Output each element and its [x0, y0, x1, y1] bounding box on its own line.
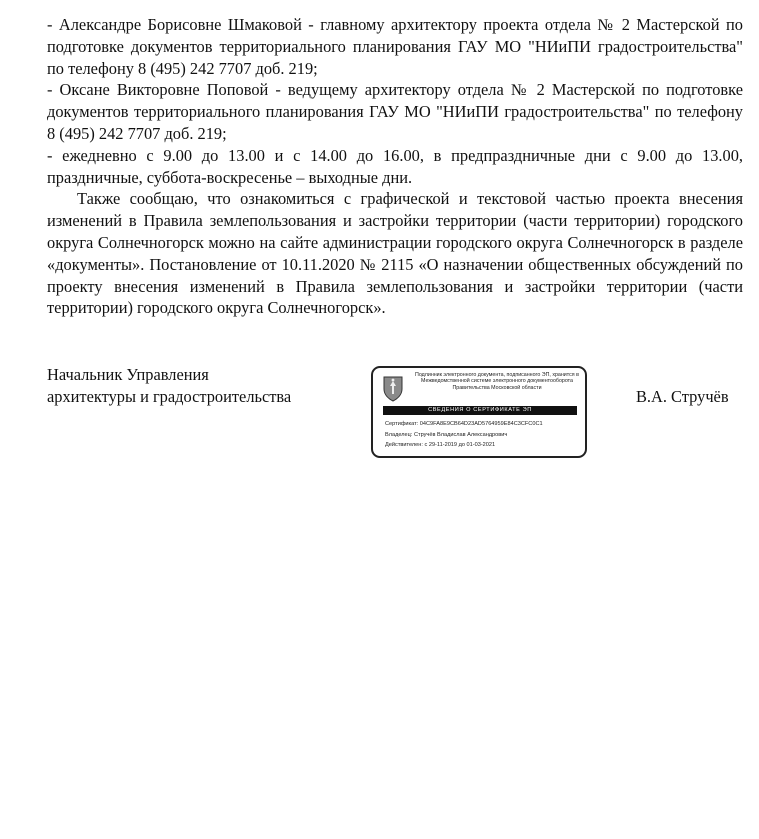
working-hours-item: - ежедневно с 9.00 до 13.00 и с 14.00 до 16.00, в предпраздничные дни с 9.00 до 13.00, праздничные, суббота-воскресенье – выходные дни. — [47, 145, 743, 187]
signatory-position-line1: Начальник Управления — [47, 365, 209, 384]
signatory-name: В.А. Стручёв — [636, 387, 729, 406]
certificate-details — [385, 419, 585, 451]
document-body — [47, 14, 743, 319]
notice-paragraph: Также сообщаю, что ознакомиться с графической и текстовой частью проекта внесения изменений в Правила землепользования и застройки территории (части территории) городского округа Солнечногорск можно на сайте администрации городского округа Солнечногорск в разделе «документы». Постановление от 10.11.2020 № 2115 «О назначении общественных обсуждений по проекту внесения изменений в Правила землепользования и застройки территории (части территории) городского округа Солнечногорск». — [47, 189, 743, 318]
moscow-oblast-coat-of-arms-icon — [381, 374, 405, 402]
certificate-owner: Владелец: Стручёв Владислав Александрович — [385, 431, 508, 438]
signatory-position-line2: архитектуры и градостроительства — [47, 387, 292, 406]
contact-item-shmakova: - Александре Борисовне Шмаковой - главному архитектору проекта отдела № 2 Мастерской по подготовке документов территориального планирования ГАУ МО "НИиПИ градостроительства" по телефону 8 (495) 242 7707 доб. 219; — [47, 15, 743, 78]
signatory-position — [47, 364, 291, 408]
stamp-header: СВЕДЕНИЯ О СЕРТИФИКАТЕ ЭП — [383, 406, 577, 415]
electronic-signature-stamp — [371, 366, 587, 458]
certificate-number: Сертификат: 04C9FA8E9CB64D23AD5764959E84C3CFC0C1 — [385, 421, 543, 427]
contact-item-popova: - Оксане Викторовне Поповой - ведущему архитектору отдела № 2 Мастерской по подготовке документов территориального планирования ГАУ МО "НИиПИ градостроительства" по телефону 8 (495) 242 7707 доб. 219; — [47, 80, 743, 143]
certificate-validity: Действителен: с 29-11-2019 до 01-03-2021 — [385, 442, 496, 449]
stamp-note: Подлинник электронного документа, подписанного ЭП, хранится в Межведомственной системе электронного документооборота Правительства Московской области — [415, 372, 579, 391]
